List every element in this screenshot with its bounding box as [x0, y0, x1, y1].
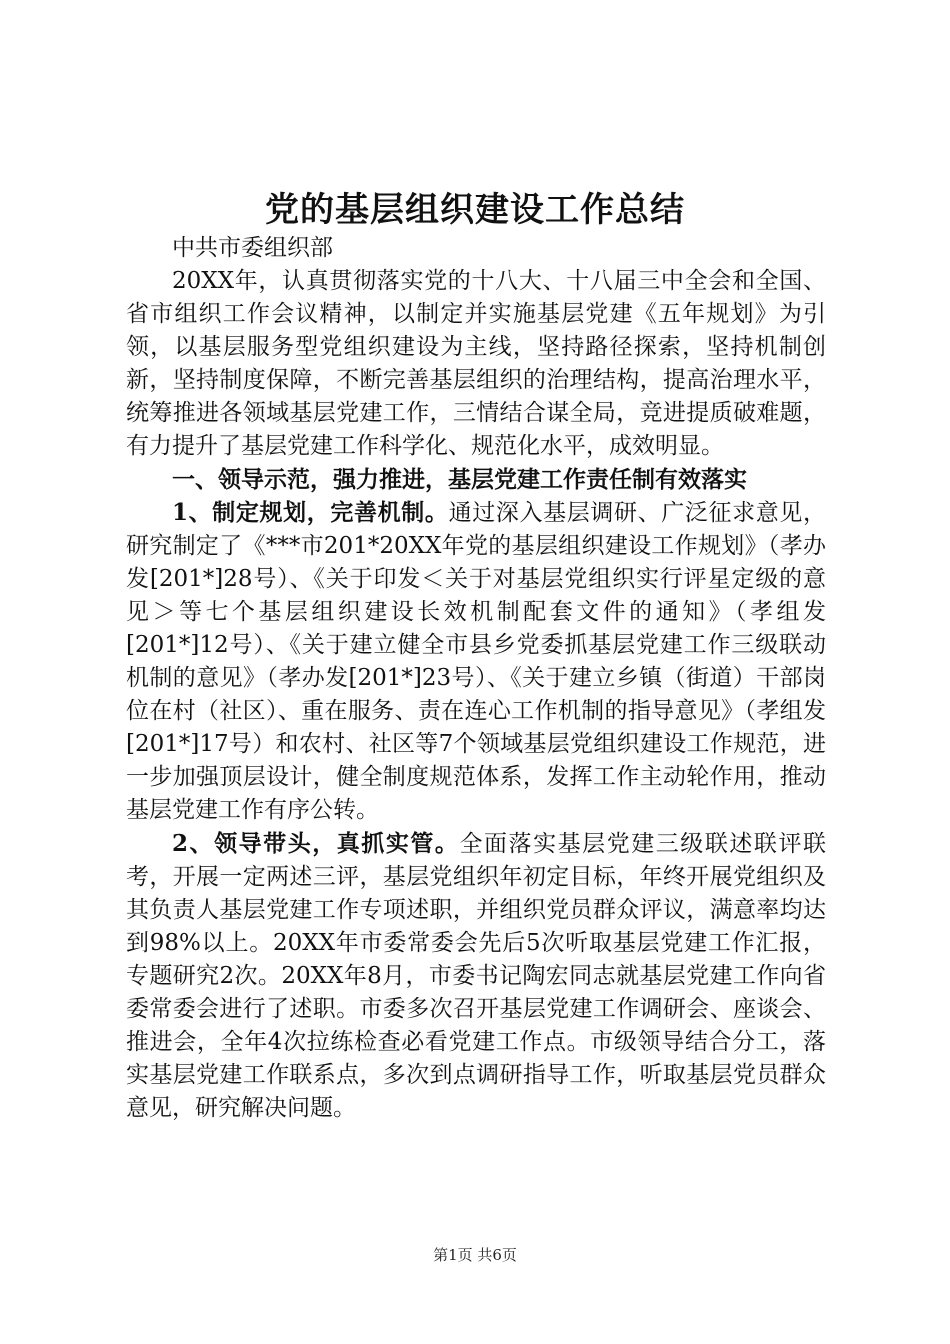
- item-text-2: 全面落实基层党建三级联述联评联考，开展一定两述三评，基层党组织年初定目标，年终开展党组织及其负责人基层党建工作专项述职，并组织党员群众评议，满意率均达到98%以上。20XX年市委常委会先后5次听取基层党建工作汇报，专题研究2次。20XX年8月，市委书记陶宏同志就基层党建工作向省委常委会进行了述职。市委多次召开基层党建工作调研会、座谈会、推进会，全年4次拉练检查必看党建工作点。市级领导结合分工，落实基层党建工作联系点，多次到点调研指导工作，听取基层党员群众意见，研究解决问题。: [126, 831, 826, 1121]
- intro-paragraph: 20XX年，认真贯彻落实党的十八大、十八届三中全会和全国、省市组织工作会议精神，以制定并实施基层党建《五年规划》为引领，以基层服务型党组织建设为主线，坚持路径探索，坚持机制创新，坚持制度保障，不断完善基层组织的治理结构，提高治理水平，统筹推进各领域基层党建工作，三情结合谋全局，竞进提质破难题，有力提升了基层党建工作科学化、规范化水平，成效明显。: [126, 268, 826, 459]
- section-heading-1: 一、领导示范，强力推进，基层党建工作责任制有效落实: [172, 466, 747, 493]
- item-paragraph-2: [126, 827, 826, 1125]
- item-lead-2: 2、领导带头，真抓实管。: [172, 830, 460, 857]
- author-line: 中共市委组织部: [172, 235, 333, 261]
- page-number-footer: 第1页 共6页: [433, 1246, 517, 1264]
- item-text-1: 通过深入基层调研、广泛征求意见，研究制定了《***市201*20XX年党的基层组织建设工作规划》（孝办发[201*]28号）、《关于印发＜关于对基层党组织实行评星定级的意见＞等七个基层组织建设长效机制配套文件的通知》（孝组发[201*]12号）、《关于建立健全市县乡党委抓基层党建工作三级联动机制的意见》（孝办发[201*]23号）、《关于建立乡镇（街道）干部岗位在村（社区）、重在服务、责在连心工作机制的指导意见》（孝组发[201*]17号）和农村、社区等7个领域基层党组织建设工作规范，进一步加强顶层设计，健全制度规范体系，发挥工作主动轮作用，推动基层党建工作有序公转。: [126, 500, 826, 823]
- document-title: 党的基层组织建设工作总结: [265, 190, 685, 230]
- item-lead-1: 1、制定规划，完善机制。: [172, 499, 449, 526]
- item-paragraph-1: [126, 496, 826, 827]
- document-body: [126, 232, 826, 1125]
